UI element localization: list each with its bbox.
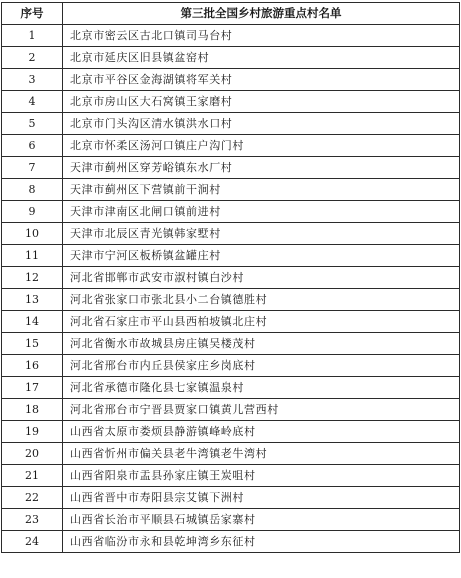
village-name: 山西省长治市平顺县石城镇岳家寨村 — [63, 509, 460, 531]
village-name: 北京市怀柔区汤河口镇庄户沟门村 — [63, 135, 460, 157]
table-row — [2, 69, 460, 91]
row-index: 24 — [2, 531, 63, 553]
table-row — [2, 333, 460, 355]
table-header-row — [2, 3, 460, 25]
village-name: 河北省邢台市内丘县侯家庄乡岗底村 — [63, 355, 460, 377]
rural-tourism-village-table — [1, 2, 460, 553]
village-name: 山西省临汾市永和县乾坤湾乡东征村 — [63, 531, 460, 553]
table-row — [2, 443, 460, 465]
table-row — [2, 25, 460, 47]
table-row — [2, 465, 460, 487]
row-index: 15 — [2, 333, 63, 355]
village-name: 天津市蓟州区下营镇前干涧村 — [63, 179, 460, 201]
table-row — [2, 487, 460, 509]
row-index: 12 — [2, 267, 63, 289]
village-name: 天津市津南区北闸口镇前进村 — [63, 201, 460, 223]
table-row — [2, 311, 460, 333]
table-row — [2, 223, 460, 245]
village-name: 北京市密云区古北口镇司马台村 — [63, 25, 460, 47]
row-index: 16 — [2, 355, 63, 377]
row-index: 10 — [2, 223, 63, 245]
row-index: 6 — [2, 135, 63, 157]
row-index: 13 — [2, 289, 63, 311]
row-index: 19 — [2, 421, 63, 443]
village-name: 河北省石家庄市平山县西柏坡镇北庄村 — [63, 311, 460, 333]
village-name: 北京市房山区大石窝镇王家磨村 — [63, 91, 460, 113]
header-index: 序号 — [2, 3, 63, 25]
row-index: 14 — [2, 311, 63, 333]
village-name: 天津市宁河区板桥镇盆罐庄村 — [63, 245, 460, 267]
row-index: 20 — [2, 443, 63, 465]
village-name: 山西省太原市娄烦县静游镇峰岭底村 — [63, 421, 460, 443]
table-row — [2, 509, 460, 531]
row-index: 18 — [2, 399, 63, 421]
village-name: 天津市蓟州区穿芳峪镇东水厂村 — [63, 157, 460, 179]
village-name: 河北省邢台市宁晋县贾家口镇黄儿营西村 — [63, 399, 460, 421]
village-name: 山西省阳泉市盂县孙家庄镇王炭咀村 — [63, 465, 460, 487]
row-index: 8 — [2, 179, 63, 201]
table-row — [2, 399, 460, 421]
table-row — [2, 377, 460, 399]
table-row — [2, 201, 460, 223]
table-row — [2, 113, 460, 135]
table-row — [2, 267, 460, 289]
village-name: 河北省承德市隆化县七家镇温泉村 — [63, 377, 460, 399]
row-index: 11 — [2, 245, 63, 267]
table-row — [2, 421, 460, 443]
table-row — [2, 531, 460, 553]
village-name: 山西省忻州市偏关县老牛湾镇老牛湾村 — [63, 443, 460, 465]
village-name: 北京市延庆区旧县镇盆窑村 — [63, 47, 460, 69]
table-row — [2, 47, 460, 69]
row-index: 3 — [2, 69, 63, 91]
row-index: 1 — [2, 25, 63, 47]
header-name: 第三批全国乡村旅游重点村名单 — [63, 3, 460, 25]
row-index: 7 — [2, 157, 63, 179]
row-index: 23 — [2, 509, 63, 531]
table-row — [2, 355, 460, 377]
table-row — [2, 157, 460, 179]
table-body — [2, 25, 460, 553]
table-row — [2, 135, 460, 157]
village-name: 河北省张家口市张北县小二台镇德胜村 — [63, 289, 460, 311]
village-name: 山西省晋中市寿阳县宗艾镇下洲村 — [63, 487, 460, 509]
table-row — [2, 179, 460, 201]
village-name: 河北省衡水市故城县房庄镇吴楼茂村 — [63, 333, 460, 355]
table-row — [2, 289, 460, 311]
row-index: 22 — [2, 487, 63, 509]
village-name: 天津市北辰区青光镇韩家墅村 — [63, 223, 460, 245]
table-row — [2, 245, 460, 267]
row-index: 2 — [2, 47, 63, 69]
table-row — [2, 91, 460, 113]
village-name: 北京市平谷区金海湖镇将军关村 — [63, 69, 460, 91]
row-index: 4 — [2, 91, 63, 113]
row-index: 5 — [2, 113, 63, 135]
village-name: 北京市门头沟区清水镇洪水口村 — [63, 113, 460, 135]
village-name: 河北省邯郸市武安市淑村镇白沙村 — [63, 267, 460, 289]
row-index: 9 — [2, 201, 63, 223]
row-index: 17 — [2, 377, 63, 399]
row-index: 21 — [2, 465, 63, 487]
